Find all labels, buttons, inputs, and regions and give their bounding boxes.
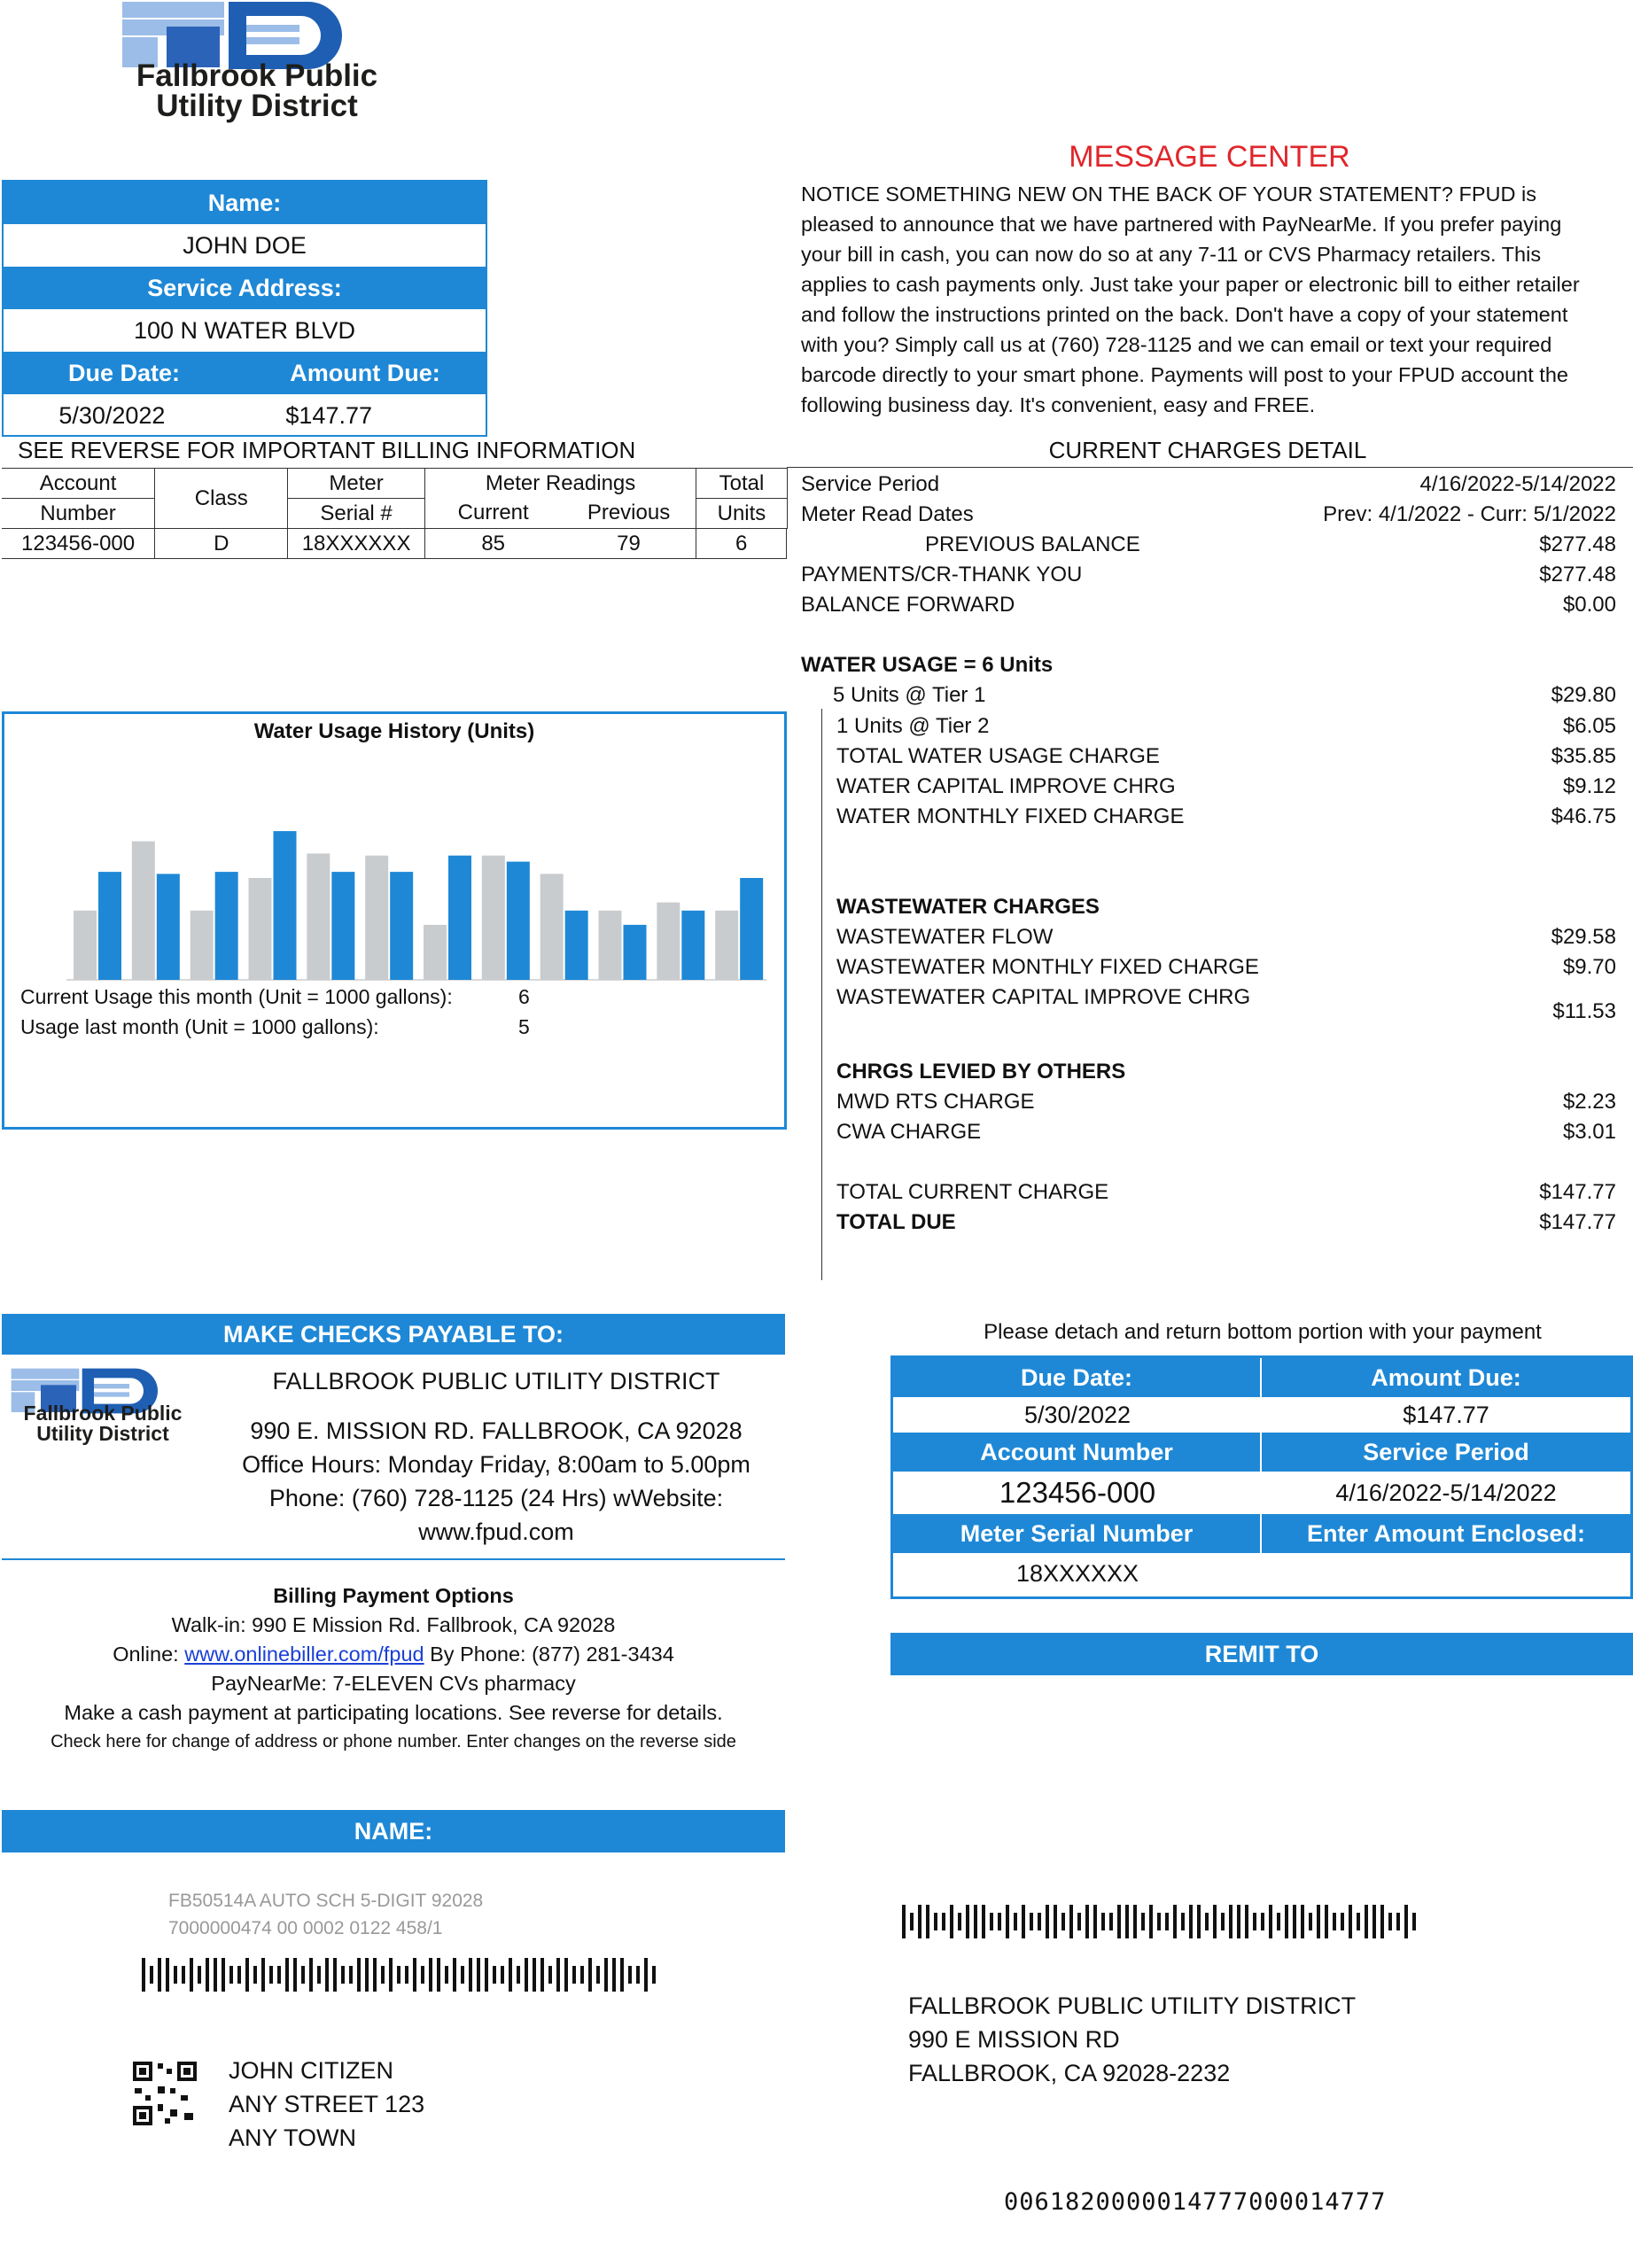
barcode-bar <box>198 1966 201 1984</box>
bar-current-2 <box>157 874 180 980</box>
barcode-bar <box>237 1966 241 1984</box>
charges-vertical-rule <box>821 709 822 1280</box>
message-center-body: NOTICE SOMETHING NEW ON THE BACK OF YOUR STATEMENT? FPUD is pleased to announce that we have partnered with PayNearMe. If you prefer paying your bill in cash, you can now do so at any 7-11 or CVS Pharmacy retailers. This applies to cash payments only. Just take your paper or electronic bill to either retailer and follow the instructions printed on the back. Don't have a copy of your statement with you? Simply call us at (760) 728-1125 and we can email or text your required barcode directly to your smart phone. Payments will post to your FPUD account the following business day. It's convenient, easy and FREE. <box>801 183 1580 416</box>
payments-value: $277.48 <box>1539 563 1616 586</box>
wastewater-heading: WASTEWATER CHARGES <box>836 895 1100 919</box>
barcode-bar <box>1269 1905 1272 1938</box>
barcode-bar <box>902 1905 906 1938</box>
presort-line2: 7000000474 00 0002 0122 458/1 <box>168 1918 443 1938</box>
barcode-bar <box>1038 1913 1041 1930</box>
barcode-bar <box>1372 1905 1376 1938</box>
bar-previous-6 <box>365 856 388 980</box>
service-period-value: 4/16/2022-5/14/2022 <box>1419 472 1616 496</box>
barcode-bar <box>1293 1905 1296 1938</box>
total-due-label: TOTAL DUE <box>836 1210 956 1234</box>
barcode-bar <box>1117 1905 1121 1938</box>
barcode-bar <box>245 1958 249 1992</box>
barcode-bar <box>1189 1905 1193 1938</box>
barcode-bar <box>229 1966 233 1984</box>
barcode-bar <box>548 1966 552 1984</box>
checks-band: MAKE CHECKS PAYABLE TO: <box>2 1314 785 1355</box>
barcode-bar <box>1054 1905 1057 1938</box>
usage-bar-chart <box>66 776 766 1055</box>
barcode-bar <box>966 1905 969 1938</box>
others-heading: CHRGS LEVIED BY OTHERS <box>836 1060 1126 1084</box>
water-capital-label: WATER CAPITAL IMPROVE CHRG <box>836 774 1176 798</box>
barcode-bar <box>1357 1913 1360 1930</box>
barcode-bar <box>158 1958 161 1992</box>
barcode-bar <box>572 1966 576 1984</box>
small-logo <box>5 1364 209 1462</box>
stub-amount-due-label: Amount Due: <box>1262 1358 1630 1397</box>
barcode-bar <box>389 1958 393 1992</box>
barcode-bar <box>636 1966 640 1984</box>
barcode-bar <box>1309 1913 1312 1930</box>
charges-detail-2 <box>836 711 1616 1238</box>
logo <box>106 0 408 124</box>
barcode-bar <box>1396 1913 1400 1930</box>
barcode-bar <box>1077 1913 1081 1930</box>
barcode-bar <box>1109 1913 1113 1930</box>
amount-due-value: $147.77 <box>285 402 372 429</box>
charges-top-rule <box>787 467 1633 468</box>
barcode-bar <box>1205 1913 1209 1930</box>
bar-previous-3 <box>191 911 214 980</box>
bar-previous-1 <box>74 911 97 980</box>
amount-enclosed-field[interactable] <box>1262 1553 1630 1594</box>
stub-amount-due: $147.77 <box>1403 1402 1489 1428</box>
barcode-bar <box>918 1905 921 1938</box>
barcode-bar <box>1380 1905 1384 1938</box>
barcode-bar <box>1317 1905 1320 1938</box>
postal-barcode-right <box>902 1905 1420 1944</box>
payment-paynearme: PayNearMe: 7-ELEVEN CVs pharmacy <box>211 1672 576 1695</box>
presort-info <box>168 1887 483 1942</box>
barcode-bar <box>1069 1905 1073 1938</box>
tier2-value: $6.05 <box>1562 714 1616 738</box>
last-usage-value: 5 <box>518 1015 530 1038</box>
bar-current-9 <box>565 911 588 980</box>
barcode-bar <box>1333 1913 1336 1930</box>
presort-line1: FB50514A AUTO SCH 5-DIGIT 92028 <box>168 1891 484 1911</box>
barcode-bar <box>190 1958 193 1992</box>
payment-check-here: Check here for change of address or phone number. Enter changes on the reverse side <box>51 1732 736 1751</box>
header-previous: Previous <box>562 499 696 529</box>
barcode-bar <box>357 1958 361 1992</box>
checks-payee <box>213 1364 780 1549</box>
bar-previous-8 <box>482 856 505 980</box>
cwa-value: $3.01 <box>1562 1120 1616 1144</box>
tier1-value: $29.80 <box>1551 683 1616 707</box>
barcode-bar <box>1030 1913 1033 1930</box>
mailing-address <box>229 2054 424 2155</box>
barcode-bar <box>1325 1905 1328 1938</box>
remit-line1: FALLBROOK PUBLIC UTILITY DISTRICT <box>908 1992 1357 2019</box>
barcode-bar <box>429 1958 432 1992</box>
barcode-bar <box>269 1966 273 1984</box>
stub-serial-label: Meter Serial Number <box>893 1514 1262 1553</box>
barcode-bar <box>1006 1905 1009 1938</box>
account-summary-box <box>2 180 487 437</box>
payment-options-title: Billing Payment Options <box>273 1584 514 1607</box>
barcode-bar <box>1388 1913 1392 1930</box>
ww-fixed-value: $9.70 <box>1562 955 1616 979</box>
checks-hours: Office Hours: Monday Friday, 8:00am to 5.00pm <box>242 1451 750 1478</box>
checks-org: FALLBROOK PUBLIC UTILITY DISTRICT <box>272 1368 720 1394</box>
barcode-bar <box>596 1966 600 1984</box>
payment-stub <box>890 1355 1633 1599</box>
barcode-bar <box>950 1905 953 1938</box>
barcode-bar <box>942 1913 945 1930</box>
service-period-label: Service Period <box>801 472 940 496</box>
barcode-bar <box>580 1966 584 1984</box>
amount-due-label: Amount Due: <box>290 360 440 386</box>
barcode-bar <box>253 1966 257 1984</box>
barcode-bar <box>1197 1905 1201 1938</box>
barcode-bar <box>1085 1905 1089 1938</box>
barcode-bar <box>261 1958 265 1992</box>
ww-capital-label: WASTEWATER CAPITAL IMPROVE CHRG <box>836 985 1251 1009</box>
current-reading-cell: 85 <box>424 529 561 559</box>
barcode-bar <box>517 1966 520 1984</box>
barcode-bar <box>1157 1913 1161 1930</box>
barcode-bar <box>1165 1913 1169 1930</box>
small-logo-line2: Utility District <box>36 1422 169 1445</box>
mwd-label: MWD RTS CHARGE <box>836 1090 1035 1114</box>
barcode-bar <box>469 1958 472 1992</box>
bar-current-11 <box>681 911 704 980</box>
checks-website: www.fpud.com <box>418 1518 574 1545</box>
barcode-bar <box>1285 1905 1288 1938</box>
barcode-bar <box>293 1958 297 1992</box>
charges-left-rule <box>787 467 788 529</box>
barcode-bar <box>1061 1913 1065 1930</box>
header-class: Class <box>155 469 288 529</box>
barcode-bar <box>1046 1905 1049 1938</box>
detach-note: Please detach and return bottom portion with your payment <box>984 1320 1542 1344</box>
barcode-bar <box>1365 1905 1368 1938</box>
water-fixed-value: $46.75 <box>1551 804 1616 828</box>
barcode-bar <box>1341 1913 1344 1930</box>
online-suffix: By Phone: (877) 281-3434 <box>430 1643 674 1666</box>
header-account: Account <box>2 469 155 499</box>
stub-serial: 18XXXXXX <box>1015 1560 1139 1587</box>
bar-previous-9 <box>540 874 564 980</box>
payments-label: PAYMENTS/CR-THANK YOU <box>801 563 1083 586</box>
barcode-bar <box>325 1958 329 1992</box>
water-usage-heading: WATER USAGE = 6 Units <box>801 653 1054 677</box>
balance-forward-label: BALANCE FORWARD <box>801 593 1015 617</box>
stub-due-date: 5/30/2022 <box>1023 1402 1131 1428</box>
payment-cash: Make a cash payment at participating locations. See reverse for details. <box>64 1701 723 1724</box>
barcode-bar <box>1277 1913 1280 1930</box>
barcode-bar <box>564 1958 568 1992</box>
account-number-cell: 123456-000 <box>2 529 155 559</box>
small-logo-line1: Fallbrook Public <box>23 1402 183 1425</box>
previous-reading-cell: 79 <box>562 529 696 559</box>
previous-balance-value: $277.48 <box>1539 532 1616 556</box>
barcode-bar <box>461 1966 464 1984</box>
mailing-addr2: ANY STREET 123 <box>229 2091 425 2117</box>
bar-previous-5 <box>307 853 330 980</box>
ocr-scanline: 0061820000014777000014777 <box>1004 2188 1387 2216</box>
payment-walkin: Walk-in: 990 E Mission Rd. Fallbrook, CA 92028 <box>171 1613 616 1636</box>
remit-line2: 990 E MISSION RD <box>908 2026 1120 2053</box>
barcode-bar <box>998 1913 1001 1930</box>
tier2-label: 1 Units @ Tier 2 <box>836 714 990 738</box>
barcode-bar <box>453 1958 456 1992</box>
barcode-bar <box>493 1966 496 1984</box>
header-units: Units <box>696 499 787 529</box>
remit-line3: FALLBROOK, CA 92028-2232 <box>908 2060 1231 2086</box>
units-cell: 6 <box>696 529 787 559</box>
due-date-value: 5/30/2022 <box>58 402 166 429</box>
barcode-bar <box>365 1958 369 1992</box>
barcode-bar <box>1173 1905 1177 1938</box>
barcode-bar <box>533 1958 536 1992</box>
ww-capital-value: $11.53 <box>1552 999 1616 1023</box>
barcode-bar <box>1229 1905 1233 1938</box>
due-date-label: Due Date: <box>67 360 181 386</box>
barcode-bar <box>588 1958 592 1992</box>
barcode-bar <box>1253 1913 1256 1930</box>
barcode-bar <box>1141 1913 1145 1930</box>
total-current-label: TOTAL CURRENT CHARGE <box>836 1180 1109 1204</box>
header-number: Number <box>2 499 155 529</box>
stub-account: 123456-000 <box>999 1476 1156 1509</box>
meter-read-value: Prev: 4/1/2022 - Curr: 5/1/2022 <box>1323 502 1616 526</box>
barcode-bar <box>206 1958 209 1992</box>
bar-current-1 <box>98 872 121 980</box>
ww-fixed-label: WASTEWATER MONTHLY FIXED CHARGE <box>836 955 1259 979</box>
barcode-bar <box>285 1958 289 1992</box>
mwd-value: $2.23 <box>1562 1090 1616 1114</box>
previous-balance-label: PREVIOUS BALANCE <box>925 532 1140 556</box>
header-serial: Serial # <box>288 499 424 529</box>
barcode-bar <box>612 1958 616 1992</box>
payment-online-line <box>2 1640 785 1669</box>
logo-line1: Fallbrook Public <box>136 58 378 93</box>
barcode-bar <box>934 1913 937 1930</box>
stub-service-period-label: Service Period <box>1262 1433 1630 1472</box>
stub-service-period: 4/16/2022-5/14/2022 <box>1335 1480 1557 1506</box>
barcode-bar <box>1101 1913 1105 1930</box>
barcode-bar <box>910 1913 914 1930</box>
bar-previous-10 <box>599 911 622 980</box>
mailing-addr3: ANY TOWN <box>229 2124 357 2151</box>
barcode-bar <box>341 1966 345 1984</box>
barcode-bar <box>604 1958 608 1992</box>
tier1-label: 5 Units @ Tier 1 <box>833 683 986 707</box>
bar-current-5 <box>331 872 354 980</box>
total-due-value: $147.77 <box>1539 1210 1616 1234</box>
cwa-label: CWA CHARGE <box>836 1120 982 1144</box>
barcode-bar <box>1301 1905 1304 1938</box>
checks-address: 990 E. MISSION RD. FALLBROOK, CA 92028 <box>250 1418 743 1444</box>
barcode-bar <box>301 1966 305 1984</box>
barcode-bar <box>1237 1905 1240 1938</box>
bar-previous-11 <box>657 903 680 980</box>
bar-previous-7 <box>424 925 447 980</box>
barcode-bar <box>1022 1905 1025 1938</box>
barcode-bar <box>174 1966 177 1984</box>
current-usage-value: 6 <box>518 985 530 1008</box>
barcode-bar <box>644 1958 648 1992</box>
barcode-bar <box>1245 1905 1248 1938</box>
barcode-bar <box>421 1966 424 1984</box>
barcode-bar <box>1181 1913 1185 1930</box>
barcode-bar <box>1221 1913 1225 1930</box>
current-usage-label: Current Usage this month (Unit = 1000 gallons): <box>20 985 453 1008</box>
remit-to-band: REMIT TO <box>890 1633 1633 1675</box>
bar-current-10 <box>624 925 647 980</box>
barcode-bar <box>182 1966 185 1984</box>
barcode-bar <box>982 1905 985 1938</box>
bar-previous-4 <box>249 878 272 980</box>
barcode-bar <box>501 1966 504 1984</box>
bar-current-3 <box>215 872 238 980</box>
chart-title: Water Usage History (Units) <box>253 719 535 743</box>
meter-table <box>2 468 787 559</box>
barcode-bar <box>1014 1913 1017 1930</box>
online-biller-link[interactable]: www.onlinebiller.com/fpud <box>184 1643 424 1666</box>
barcode-bar <box>1261 1913 1264 1930</box>
stub-due-date-label: Due Date: <box>893 1358 1262 1397</box>
service-address-label: Service Address: <box>4 267 486 309</box>
header-total: Total <box>696 469 787 499</box>
water-capital-value: $9.12 <box>1562 774 1616 798</box>
barcode-bar <box>214 1958 217 1992</box>
barcode-bar <box>652 1966 656 1984</box>
checks-phone: Phone: (760) 728-1125 (24 Hrs) wWebsite: <box>268 1485 724 1511</box>
barcode-bar <box>405 1966 408 1984</box>
online-prefix: Online: <box>113 1643 179 1666</box>
barcode-bar <box>222 1958 225 1992</box>
barcode-bar <box>1125 1905 1129 1938</box>
barcode-bar <box>333 1958 337 1992</box>
barcode-bar <box>974 1905 977 1938</box>
barcode-bar <box>1133 1905 1137 1938</box>
bar-current-8 <box>507 862 530 980</box>
barcode-bar <box>540 1958 544 1992</box>
postal-barcode-left <box>142 1958 660 1997</box>
logo-line2: Utility District <box>156 89 358 123</box>
service-address-value: 100 N WATER BLVD <box>133 317 356 344</box>
qr-code-icon <box>131 2060 198 2127</box>
charges-detail <box>801 470 1616 711</box>
barcode-bar <box>958 1913 961 1930</box>
barcode-bar <box>277 1966 281 1984</box>
total-water-label: TOTAL WATER USAGE CHARGE <box>836 744 1160 768</box>
barcode-bar <box>381 1966 385 1984</box>
barcode-bar <box>1404 1905 1408 1938</box>
total-water-value: $35.85 <box>1551 744 1616 768</box>
name-band: NAME: <box>2 1810 785 1852</box>
meter-read-label: Meter Read Dates <box>801 502 974 526</box>
barcode-bar <box>556 1958 560 1992</box>
class-cell: D <box>155 529 288 559</box>
barcode-bar <box>1349 1905 1352 1938</box>
header-meter-readings: Meter Readings <box>424 469 696 499</box>
ww-flow-label: WASTEWATER FLOW <box>836 925 1054 949</box>
last-usage-label: Usage last month (Unit = 1000 gallons): <box>20 1015 379 1038</box>
barcode-bar <box>317 1966 321 1984</box>
bar-current-6 <box>390 872 413 980</box>
bar-current-4 <box>274 831 297 980</box>
barcode-bar <box>1149 1905 1153 1938</box>
barcode-bar <box>509 1958 512 1992</box>
usage-chart-box <box>2 711 787 1130</box>
bar-previous-12 <box>715 911 738 980</box>
payment-options <box>2 1581 785 1757</box>
see-reverse-note: SEE REVERSE FOR IMPORTANT BILLING INFORMATION <box>18 437 636 463</box>
barcode-bar <box>1213 1905 1217 1938</box>
water-fixed-label: WATER MONTHLY FIXED CHARGE <box>836 804 1185 828</box>
barcode-bar <box>413 1958 416 1992</box>
bar-current-7 <box>448 856 471 980</box>
bar-previous-2 <box>132 842 155 980</box>
barcode-bar <box>1412 1913 1416 1930</box>
barcode-bar <box>926 1905 929 1938</box>
charges-title: CURRENT CHARGES DETAIL <box>1048 437 1367 463</box>
barcode-bar <box>620 1958 624 1992</box>
total-current-value: $147.77 <box>1539 1180 1616 1204</box>
mailing-addr1: JOHN CITIZEN <box>229 2057 393 2084</box>
barcode-bar <box>150 1966 153 1984</box>
balance-forward-value: $0.00 <box>1562 593 1616 617</box>
barcode-bar <box>437 1958 440 1992</box>
barcode-bar <box>990 1913 993 1930</box>
barcode-bar <box>397 1966 400 1984</box>
barcode-bar <box>309 1958 313 1992</box>
name-value: JOHN DOE <box>183 232 307 259</box>
stub-enclosed-label: Enter Amount Enclosed: <box>1262 1514 1630 1553</box>
remit-address <box>908 1989 1356 2090</box>
bar-current-12 <box>740 878 763 980</box>
message-center-title: MESSAGE CENTER <box>1069 140 1350 174</box>
name-label: Name: <box>4 182 486 224</box>
barcode-bar <box>628 1966 632 1984</box>
barcode-bar <box>142 1958 145 1992</box>
header-current: Current <box>424 499 561 529</box>
ww-flow-value: $29.58 <box>1551 925 1616 949</box>
barcode-bar <box>166 1958 169 1992</box>
barcode-bar <box>349 1966 353 1984</box>
serial-cell: 18XXXXXX <box>288 529 424 559</box>
barcode-bar <box>1093 1905 1097 1938</box>
checks-divider <box>2 1558 785 1560</box>
barcode-bar <box>445 1966 448 1984</box>
barcode-bar <box>477 1958 480 1992</box>
barcode-bar <box>373 1958 377 1992</box>
barcode-bar <box>525 1958 528 1992</box>
header-meter: Meter <box>288 469 424 499</box>
barcode-bar <box>485 1958 488 1992</box>
stub-account-label: Account Number <box>893 1433 1262 1472</box>
